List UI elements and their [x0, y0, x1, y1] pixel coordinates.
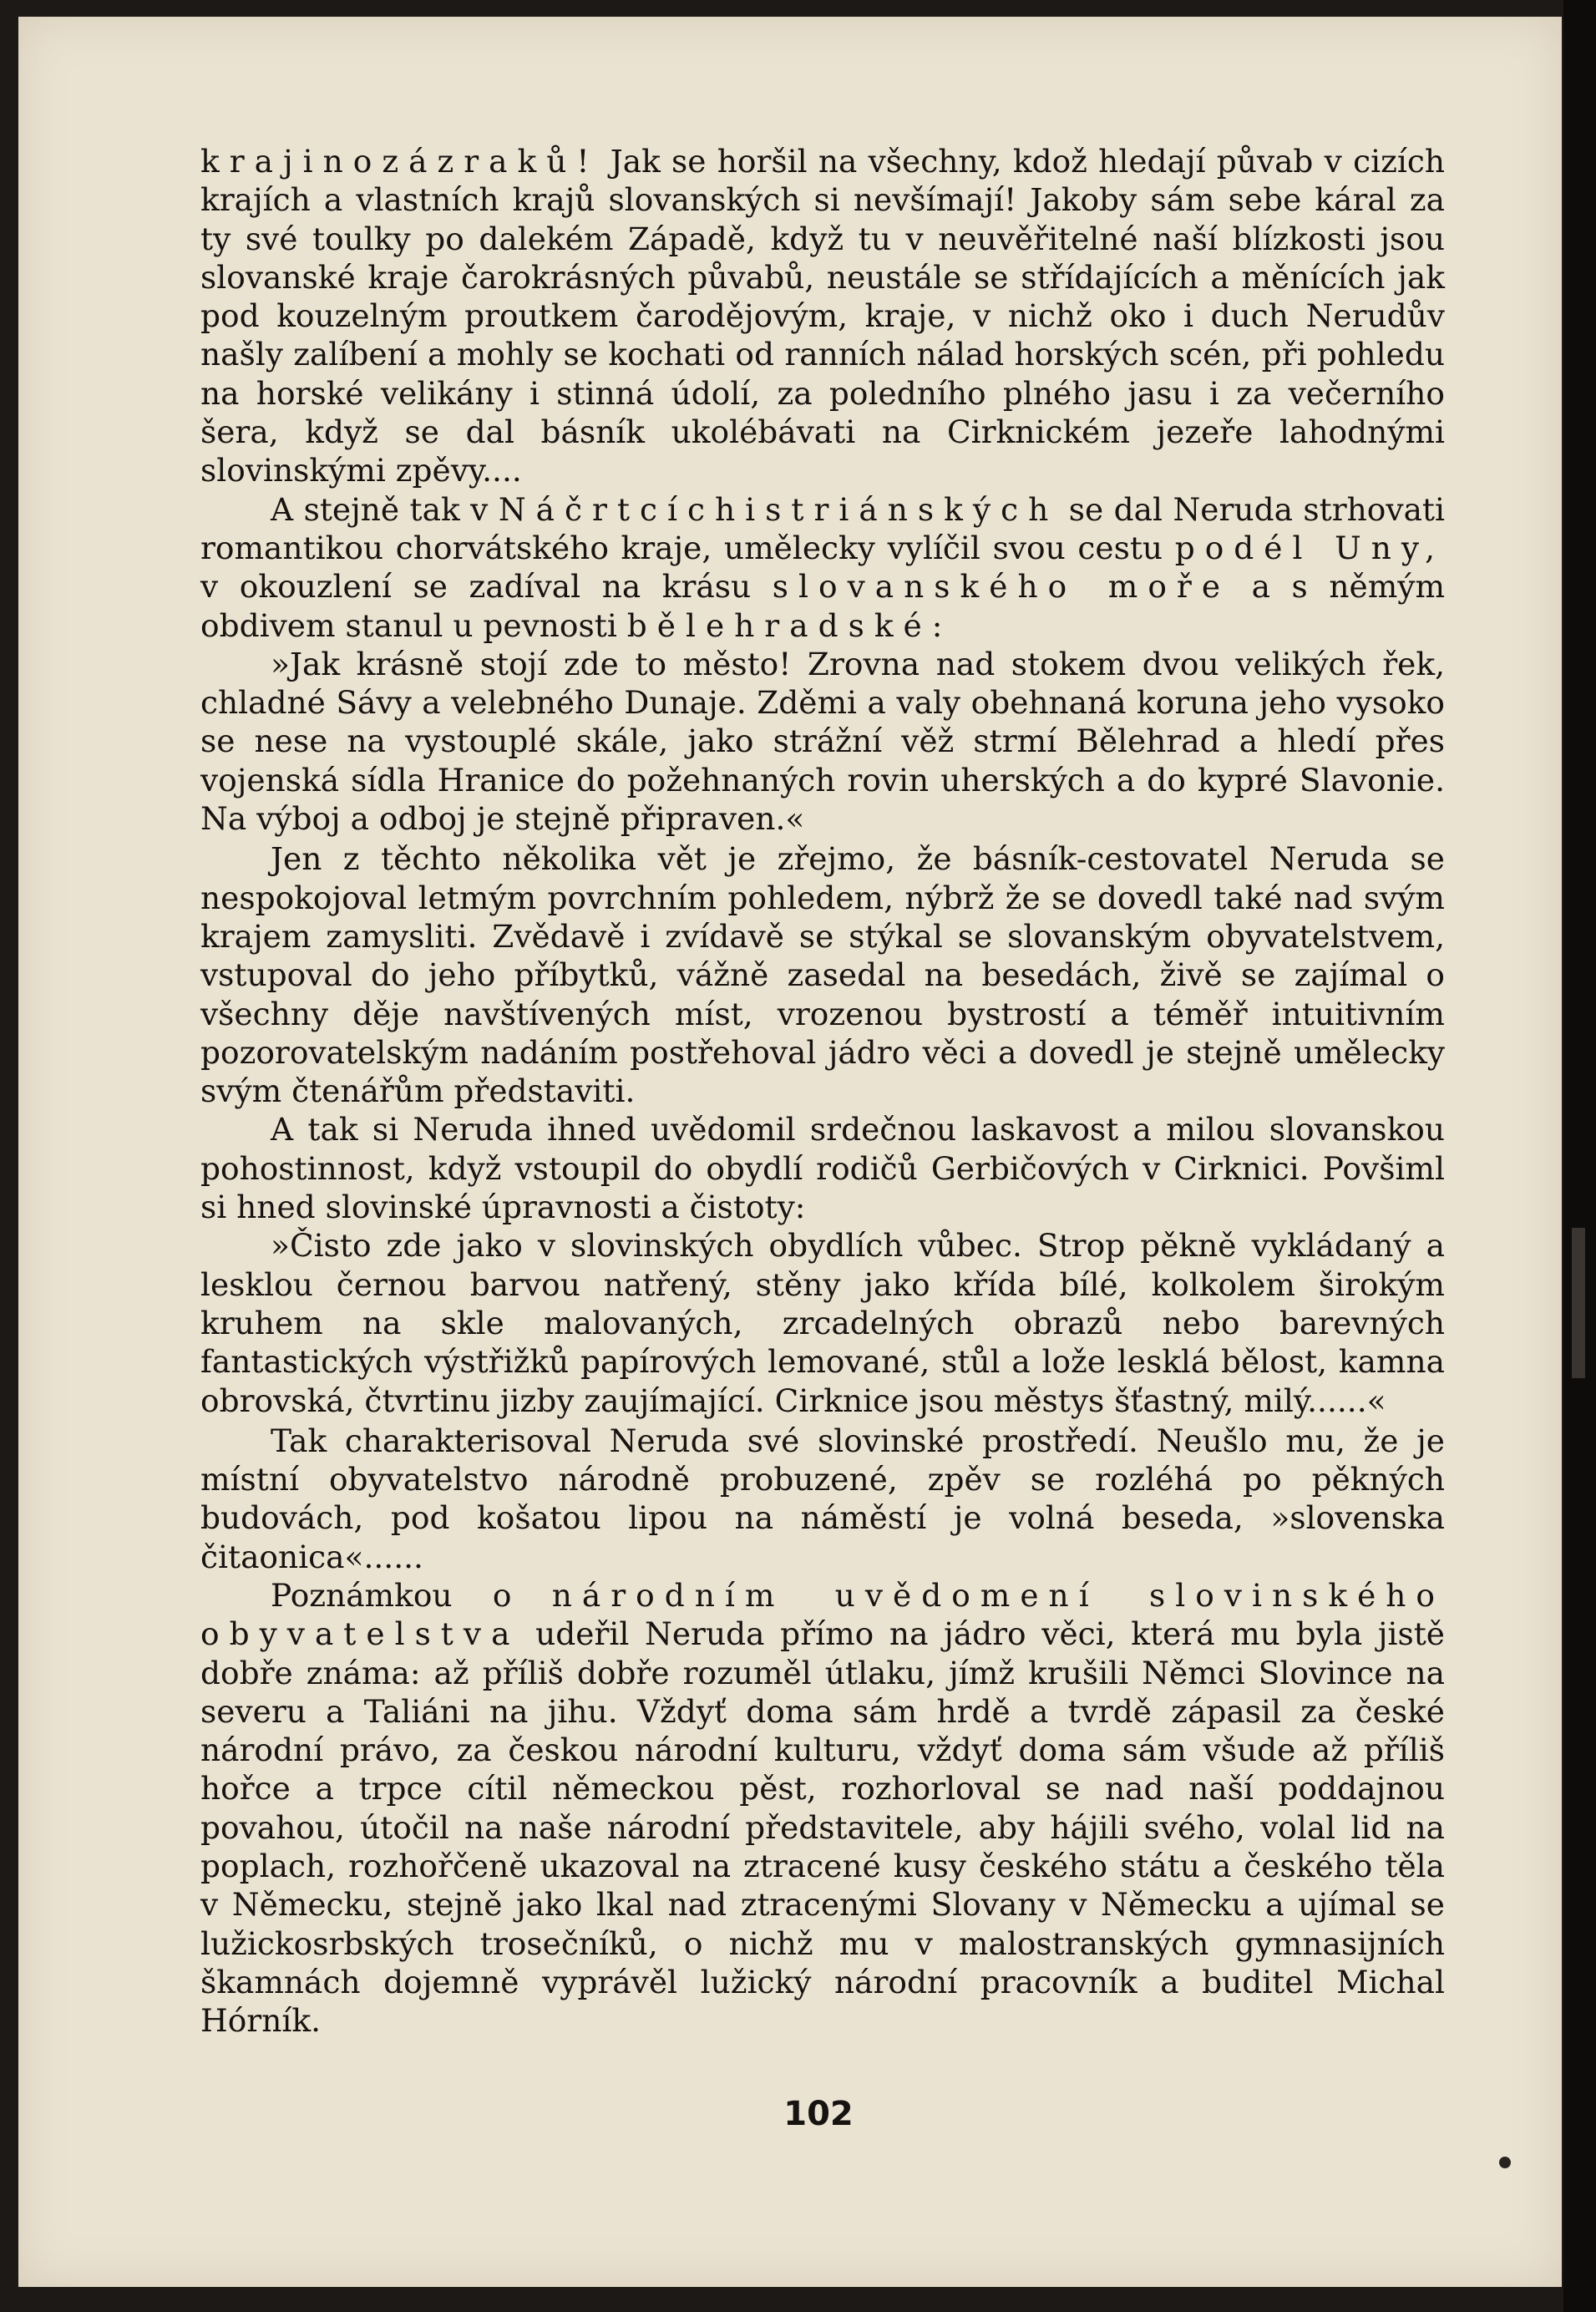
- paragraph: [200, 142, 1445, 490]
- text-run: Jen z těchto několika vět je zřejmo, že básník-cestovatel Neruda se nespokojoval letmým povrchním pohledem, nýbrž že se dovedl také nad svým krajem zamysliti. Zvědavě i zvídavě se stýkal se slovanským obyvatelstvem, vstupoval do jeho příbytků, vážně zasedal na besedách, živě se zajímal o všechny děje navštívených míst, vrozenou bystrostí a téměř intuitivním pozorovatelským nadáním postřehoval jádro věci a dovedl je stejně umělecky svým čtenářům představiti.: [200, 840, 1445, 1110]
- text-run: v okouzlení se zadíval na krásu: [200, 568, 773, 606]
- text-run: Tak charakterisoval Neruda své slovinské prostředí. Neušlo mu, že je místní obyvatelstvo národně probuzené, zpěv se rozléhá po pěkných budovách, pod košatou lipou na náměstí je volná beseda, »slovenska čitaonica«......: [200, 1422, 1445, 1575]
- paragraph: [200, 1422, 1445, 1576]
- paragraph: [200, 490, 1445, 645]
- spaced-emphasis: slovanského moře: [772, 568, 1231, 606]
- text-run: »Čisto zde jako v slovinských obydlích vůbec. Strop pěkně vykládaný a lesklou černou barvou natřený, stěny jako křída bílé, kolkolem širokým kruhem na skle malovaných, zrcadelných obrazů nebo barevných fantastických výstřižků papírových lemované, stůl a lože lesklá bělost, kamna obrovská, čtvrtinu jizby zaujímající. Cirknice jsou městys šťastný, milý......«: [200, 1227, 1445, 1419]
- binding-mark: [1572, 1228, 1585, 1378]
- page-number: 102: [783, 2095, 854, 2133]
- text-run: A tak si Neruda ihned uvědomil srdečnou laskavost a milou slovanskou pohostinnost, když vstoupil do obydlí rodičů Gerbičových v Cirknici. Povšiml si hned slovinské úpravnosti a čistoty:: [200, 1111, 1445, 1226]
- spaced-emphasis: národním uvědomení slovinského obyvatelstva: [200, 1576, 1445, 1653]
- text-run: Jak se horšil na všechny, kdož hledají půvab v cizích krajích a vlastních krajů slovanských si nevšímají! Jakoby sám sebe káral za ty své toulky po dalekém Západě, když tu v neuvěřitelné naší blízkosti jsou slovanské kraje čarokrásných půvabů, neustále se střídajících a měnících jak pod kouzelným proutkem čarodějovým, kraje, v nichž oko i duch Nerudův našly zalíbení a mohly se kochati od ranních nálad horských scén, při pohledu na horské velikány i stinná údolí, za poledního plného jasu i za večerního šera, když se dal básník ukolébávati na Cirknickém jezeře lahodnými slovinskými zpěvy....: [200, 143, 1445, 489]
- text-run: A stejně tak v: [271, 490, 499, 528]
- text-run: a s němým obdivem stanul u pevnosti: [200, 568, 1445, 644]
- spaced-emphasis: krajinozázraků!: [200, 143, 600, 180]
- page-edge-shadow: [1563, 0, 1596, 2312]
- page-body: [200, 142, 1445, 2041]
- paragraph: [200, 1576, 1445, 2041]
- quote-paragraph: [200, 1226, 1445, 1419]
- text-run: udeřil Neruda přímo na jádro věci, která mu byla jistě dobře známa: až příliš dobře rozuměl útlaku, jímž krušili Němci Slovince na severu a Taliáni na jihu. Vždyť doma sám hrdě a tvrdě zápasil za české národní právo, za českou národní kulturu, vždyť doma sám všude až příliš hořce a trpce cítil německou pěst, rozhorloval se nad naší poddajnou povahou, útočil na naše národní představitele, aby hájili svého, volal lid na poplach, rozhořčeně ukazoval na ztracené kusy českého státu a českého těla v Německu, stejně jako lkal nad ztracenými Slovany v Německu a ujímal se lužickosrbských trosečníků, o nichž mu v malostranských gymnasijních škamnách dojemně vyprávěl lužický národní pracovník a buditel Michal Hórník.: [200, 1615, 1445, 2040]
- spaced-emphasis: Náčrtcíchistriánských: [498, 490, 1059, 528]
- text-run: se dal Neruda strhovati romantikou chorvátského kraje, umělecky vylíčil svou cestu: [200, 490, 1445, 566]
- text-run: »Jak krásně stojí zde to město! Zrovna nad stokem dvou velikých řek, chladné Sávy a velebného Dunaje. Zděmi a valy obehnaná koruna jeho vysoko se nese na vystouplé skále, jako strážní věž strmí Bělehrad a hledí přes vojenská sídla Hranice do požehnaných rovin uherských a do kypré Slavonie. Na výboj a odboj je stejně připraven.«: [200, 645, 1445, 838]
- text-run: Poznámkou o: [271, 1576, 552, 1614]
- spaced-emphasis: podél Uny,: [1174, 529, 1445, 566]
- ink-dot: [1499, 2157, 1511, 2168]
- quote-paragraph: [200, 645, 1445, 838]
- spaced-emphasis: bělehradské:: [626, 606, 953, 644]
- paragraph: [200, 839, 1445, 1110]
- paragraph: [200, 1110, 1445, 1226]
